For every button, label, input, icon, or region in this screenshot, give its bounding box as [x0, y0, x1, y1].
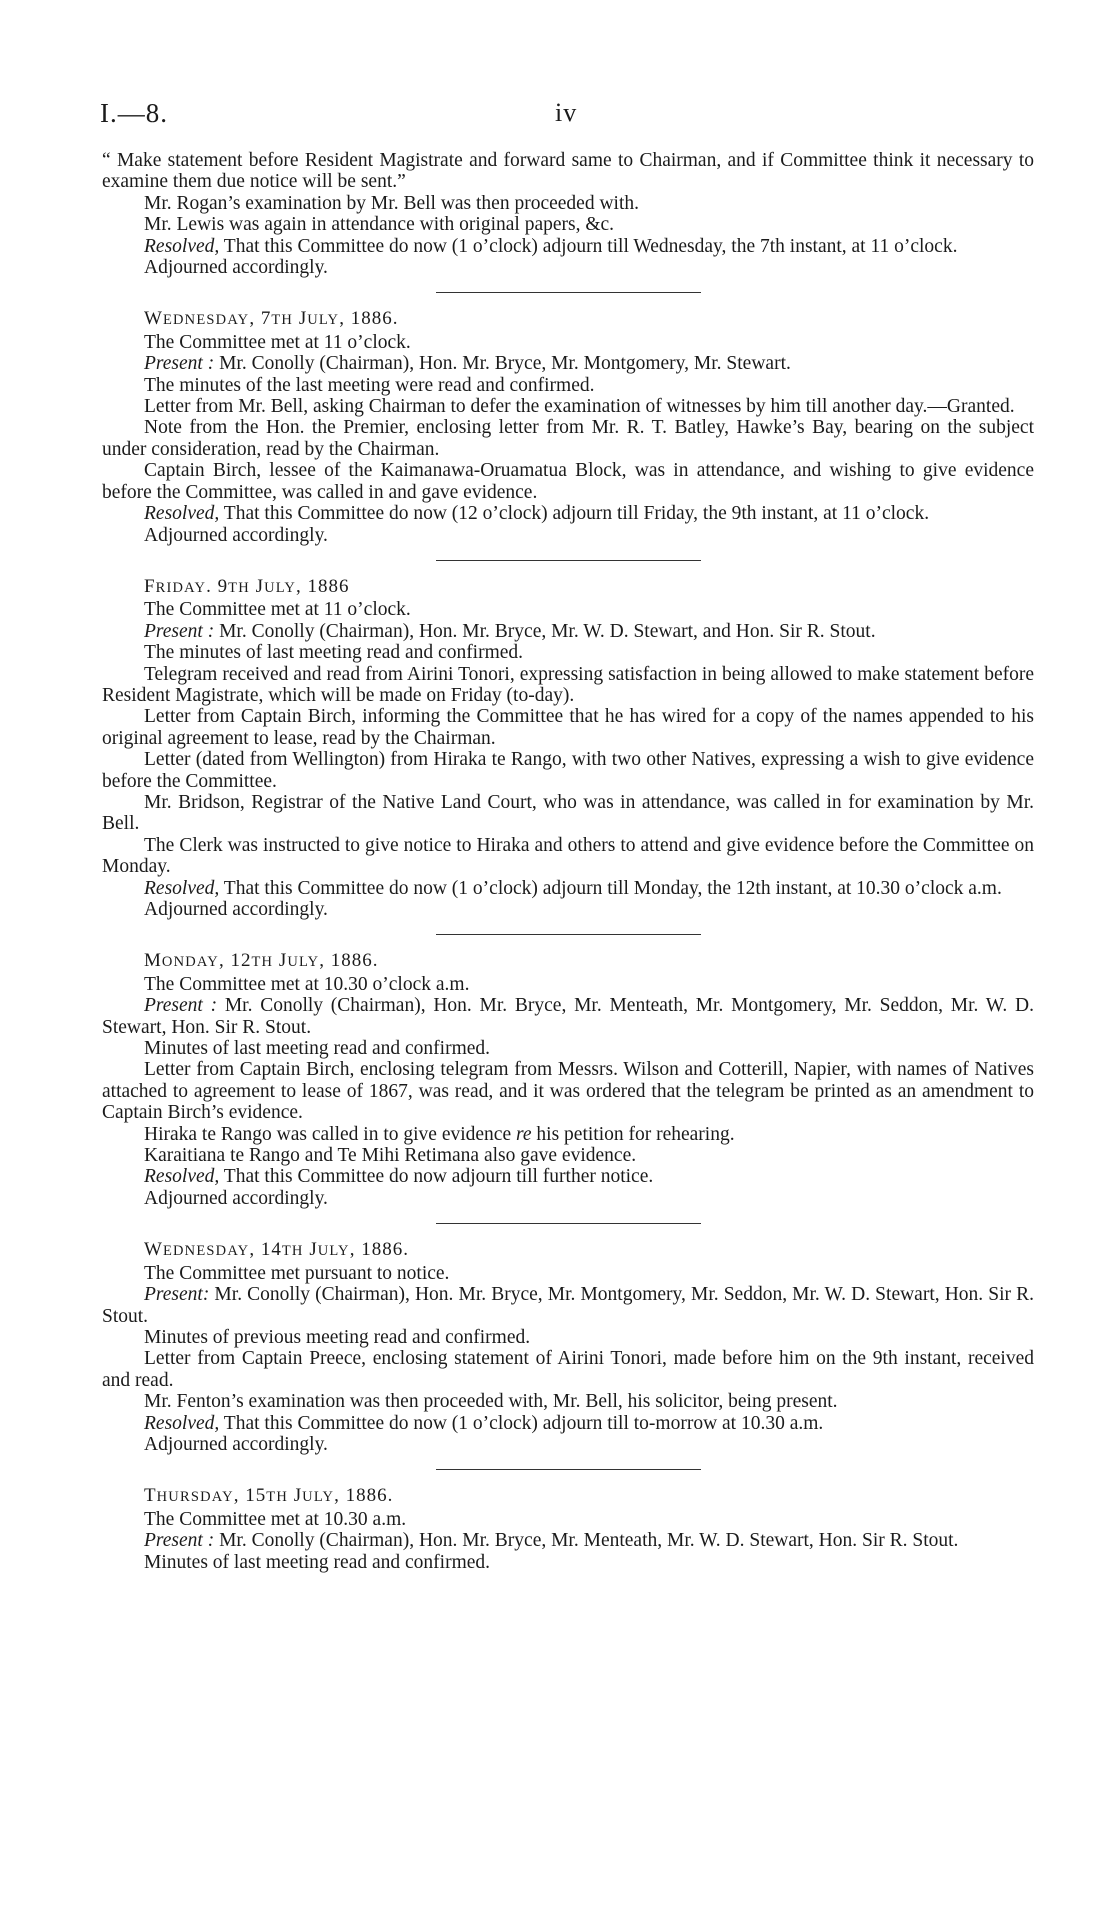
minute-paragraph: Minutes of last meeting read and confirmed. [144, 1038, 491, 1060]
minute-paragraph: The Clerk was instructed to give notice to Hiraka and others to attend and give evidence before the Committee on Monday. [102, 834, 1034, 878]
attendance-list: Mr. Conolly (Chairman), Hon. Mr. Bryce, Mr. W. D. Stewart, and Hon. Sir R. Stout. [214, 620, 876, 642]
resolved-label: Resolved, [144, 235, 220, 257]
attendance [102, 995, 1034, 1038]
minute-paragraph: Minutes of last meeting read and confirmed. [144, 1551, 491, 1573]
minute-paragraph: Note from the Hon. the Premier, enclosing letter from Mr. R. T. Batley, Hawke’s Bay, bearing on the subject under consideration, read by the Chairman. [102, 417, 1034, 460]
minute-paragraph: Letter from Captain Birch, informing the Committee that he has wired for a copy of the names appended to his original agreement to lease, read by the Chairman. [102, 706, 1034, 749]
resolved-label: Resolved, [144, 1412, 220, 1434]
meeting-opened: The Committee met at 10.30 o’clock a.m. [144, 973, 470, 995]
resolution-text: That this Committee do now (1 o’clock) adjourn till Wednesday, the 7th instant, at 11 o’clock. [219, 235, 958, 257]
present-label: Present : [144, 353, 215, 375]
adjourned-note: Adjourned accordingly. [144, 524, 328, 546]
session-date-heading: THURSDAY, 15TH JULY, 1886. [144, 1485, 394, 1507]
document-reference: I.—8. [100, 98, 168, 128]
intro-paragraph: Mr. Rogan’s examination by Mr. Bell was then proceeded with. [144, 192, 639, 214]
minute-paragraph: Letter (dated from Wellington) from Hiraka te Rango, with two other Natives, expressing a wish to give evidence before the Committee. [102, 749, 1034, 792]
session-date-heading: FRIDAY. 9TH JULY, 1886 [144, 575, 350, 597]
present-label: Present : [144, 995, 218, 1017]
attendance [102, 1284, 1034, 1327]
session-date-heading: WEDNESDAY, 14TH JULY, 1886. [144, 1239, 409, 1261]
minute-paragraph: Karaitiana te Rango and Te Mihi Retimana also gave evidence. [144, 1145, 637, 1167]
resolution [102, 1413, 1034, 1434]
resolution-text: That this Committee do now (1 o’clock) adjourn till to-morrow at 10.30 a.m. [219, 1412, 824, 1434]
adjourned-note: Adjourned accordingly. [144, 899, 328, 920]
resolution [102, 1166, 1034, 1187]
attendance-list: Mr. Conolly (Chairman), Hon. Mr. Bryce, Mr. Montgomery, Mr. Stewart. [214, 353, 791, 375]
resolution-text: That this Committee do now (1 o’clock) adjourn till Monday, the 12th instant, at 10.30 o’clock a.m. [219, 877, 1002, 899]
intro-adjourned: Adjourned accordingly. [144, 257, 328, 279]
minute-paragraph: Telegram received and read from Airini Tonori, expressing satisfaction in being allowed to make statement before Resident Magistrate, which will be made on Friday (to-day). [102, 663, 1034, 706]
attendance [102, 1530, 1034, 1551]
intro-quote: “ Make statement before Resident Magistrate and forward same to Chairman, and if Committee think it necessary to examine them due notice will be sent.” [102, 150, 1034, 193]
minute-paragraph: Minutes of previous meeting read and confirmed. [144, 1326, 531, 1348]
intro-resolution [102, 236, 1034, 257]
minute-paragraph: Captain Birch, lessee of the Kaimanawa-Oruamatua Block, was in attendance, and wishing to give evidence before the Committee, was called in and gave evidence. [102, 460, 1034, 503]
page-header [100, 98, 1035, 138]
resolution-text: That this Committee do now (12 o’clock) adjourn till Friday, the 9th instant, at 11 o’clock. [219, 503, 930, 525]
present-label: Present: [144, 1284, 210, 1306]
meeting-opened: The Committee met at 11 o’clock. [144, 331, 411, 353]
resolution-text: That this Committee do now adjourn till further notice. [219, 1166, 654, 1188]
attendance-list: Mr. Conolly (Chairman), Hon. Mr. Bryce, Mr. Menteath, Mr. Montgomery, Mr. Seddon, Mr. W. D. Stewart, Hon. Sir R. Stout. [102, 995, 1034, 1038]
resolution [102, 503, 1034, 524]
adjourned-note: Adjourned accordingly. [144, 1187, 328, 1209]
minute-paragraph: Mr. Bridson, Registrar of the Native Land Court, who was in attendance, was called in for examination by Mr. Bell. [102, 791, 1034, 835]
present-label: Present : [144, 1530, 215, 1552]
meeting-opened: The Committee met at 11 o’clock. [144, 599, 411, 621]
attendance-list: Mr. Conolly (Chairman), Hon. Mr. Bryce, Mr. Menteath, Mr. W. D. Stewart, Hon. Sir R. Stout. [214, 1530, 959, 1552]
meeting-opened: The Committee met at 10.30 a.m. [144, 1508, 407, 1530]
minute-paragraph: Hiraka te Rango was called in to give evidence re his petition for rehearing. [144, 1123, 735, 1145]
minute-paragraph: The minutes of the last meeting were read and confirmed. [144, 374, 595, 396]
present-label: Present : [144, 620, 215, 642]
section-divider [436, 1469, 701, 1470]
session-date-heading: WEDNESDAY, 7TH JULY, 1886. [144, 308, 399, 330]
intro-paragraph: Mr. Lewis was again in attendance with original papers, &c. [144, 214, 615, 236]
attendance [102, 621, 1034, 642]
minute-paragraph: Letter from Captain Preece, enclosing statement of Airini Tonori, made before him on the 9th instant, received and read. [102, 1348, 1034, 1391]
session-date-heading: MONDAY, 12TH JULY, 1886. [144, 950, 379, 972]
meeting-opened: The Committee met pursuant to notice. [144, 1262, 450, 1284]
minute-paragraph: Letter from Captain Birch, enclosing telegram from Messrs. Wilson and Cotterill, Napier, with names of Natives attached to agreement to lease of 1867, was read, and it was ordered that the telegram be printed as an amendment to Captain Birch’s evidence. [102, 1059, 1034, 1124]
minute-paragraph: The minutes of last meeting read and confirmed. [144, 642, 524, 664]
minute-paragraph: Letter from Mr. Bell, asking Chairman to defer the examination of witnesses by him till another day.—Granted. [144, 396, 1015, 418]
resolved-label: Resolved, [144, 877, 220, 899]
section-divider [436, 292, 701, 293]
adjourned-note: Adjourned accordingly. [144, 1433, 328, 1455]
resolved-label: Resolved, [144, 1166, 220, 1188]
section-divider [436, 934, 701, 935]
minute-paragraph: Mr. Fenton’s examination was then proceeded with, Mr. Bell, his solicitor, being present. [144, 1391, 838, 1413]
attendance-list: Mr. Conolly (Chairman), Hon. Mr. Bryce, Mr. Montgomery, Mr. Seddon, Mr. W. D. Stewart, Hon. Sir R. Stout. [102, 1284, 1034, 1327]
document-body [102, 150, 1034, 1573]
page-number: iv [555, 98, 578, 127]
section-divider [436, 560, 701, 561]
resolution [102, 878, 1034, 899]
attendance [102, 353, 1034, 374]
resolved-label: Resolved, [144, 503, 220, 525]
section-divider [436, 1223, 701, 1224]
